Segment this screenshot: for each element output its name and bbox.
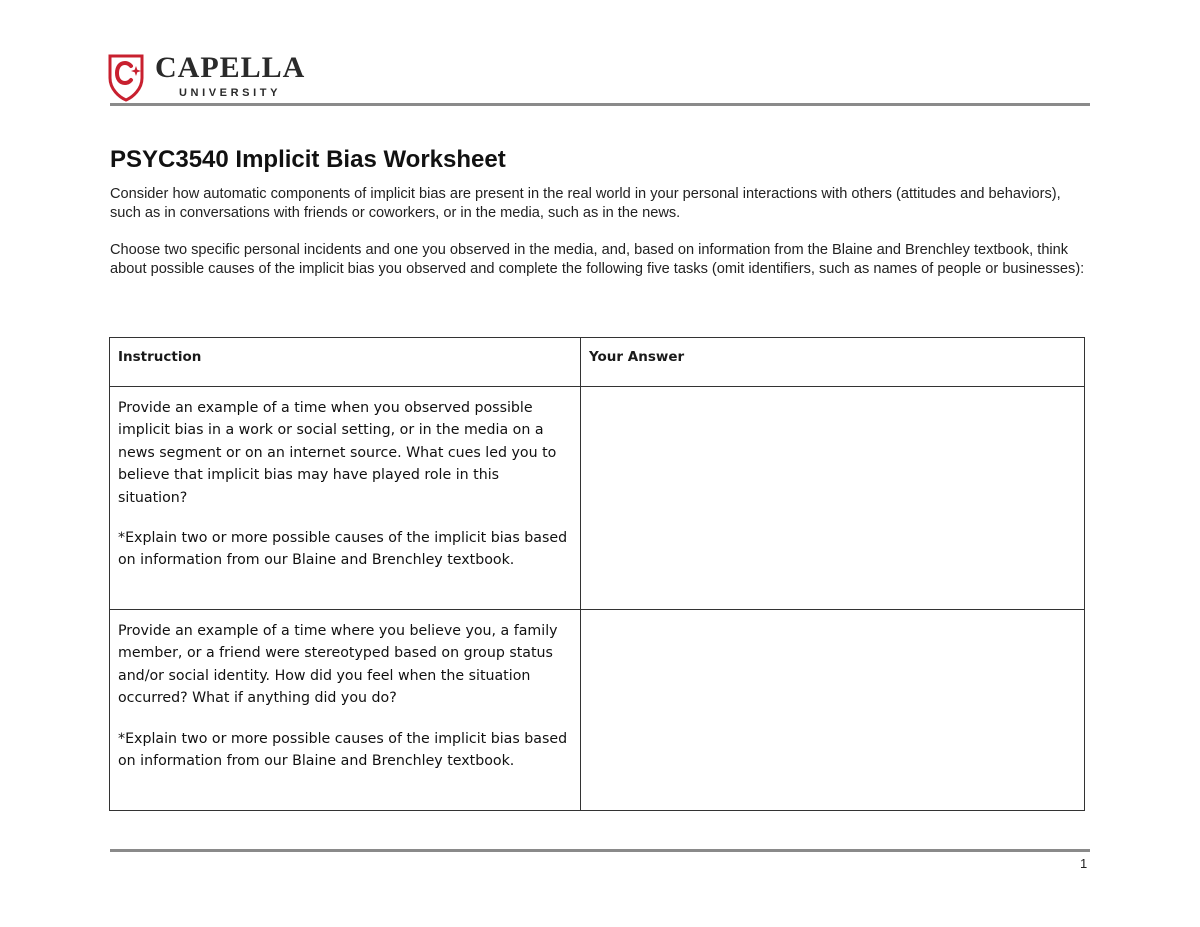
instruction-text: Provide an example of a time when you observed possible implicit bias in a work or social setting, or in the media on a news segment or on an internet source. What cues led you to believe that implicit bias may have played role in this situation? <box>118 400 557 506</box>
header-divider <box>110 103 1090 106</box>
answer-text[interactable] <box>581 387 1084 397</box>
page-title: PSYC3540 Implicit Bias Worksheet <box>110 146 506 173</box>
header-answer-label: Your Answer <box>589 349 685 365</box>
intro-paragraph-1: Consider how automatic components of implicit bias are present in the real world in your personal interactions with others (attitudes and behaviors), such as in conversations with friends or coworkers, or in the media, such as in the news. <box>110 186 1061 221</box>
answer-text[interactable] <box>581 610 1084 620</box>
intro-paragraph-2: Choose two specific personal incidents and one you observed in the media, and, based on information from the Blaine and Brenchley textbook, think about possible causes of the implicit bias you observed and complete the following five tasks (omit identifiers, such as names of people or businesses): <box>110 242 1085 277</box>
page-number: 1 <box>1080 856 1088 871</box>
answer-cell[interactable] <box>581 387 1085 610</box>
capella-logo <box>107 52 305 104</box>
header-cell-instruction <box>110 338 581 387</box>
footer-divider <box>110 849 1090 852</box>
instruction-note: *Explain two or more possible causes of the implicit bias based on information from our Blaine and Brenchley textbook. <box>118 530 568 569</box>
table-row <box>110 387 1085 610</box>
worksheet-table <box>109 337 1085 811</box>
table-row <box>110 610 1085 811</box>
instruction-note: *Explain two or more possible causes of the implicit bias based on information from our Blaine and Brenchley textbook. <box>118 730 568 770</box>
logo-wordmark: CAPELLA <box>155 51 306 84</box>
instruction-cell <box>110 610 581 811</box>
header-cell-answer <box>581 338 1085 387</box>
header-instruction-label: Instruction <box>118 349 202 365</box>
answer-cell[interactable] <box>581 610 1085 811</box>
table-header-row <box>110 338 1085 387</box>
logo-subtitle: UNIVERSITY <box>179 87 282 99</box>
capella-shield-icon <box>107 52 145 102</box>
instruction-cell <box>110 387 581 610</box>
instruction-text: Provide an example of a time where you believe you, a family member, or a friend were stereotyped based on group status and/or social identity. How did you feel when the situation occurred? What if anything did you do? <box>118 623 558 707</box>
